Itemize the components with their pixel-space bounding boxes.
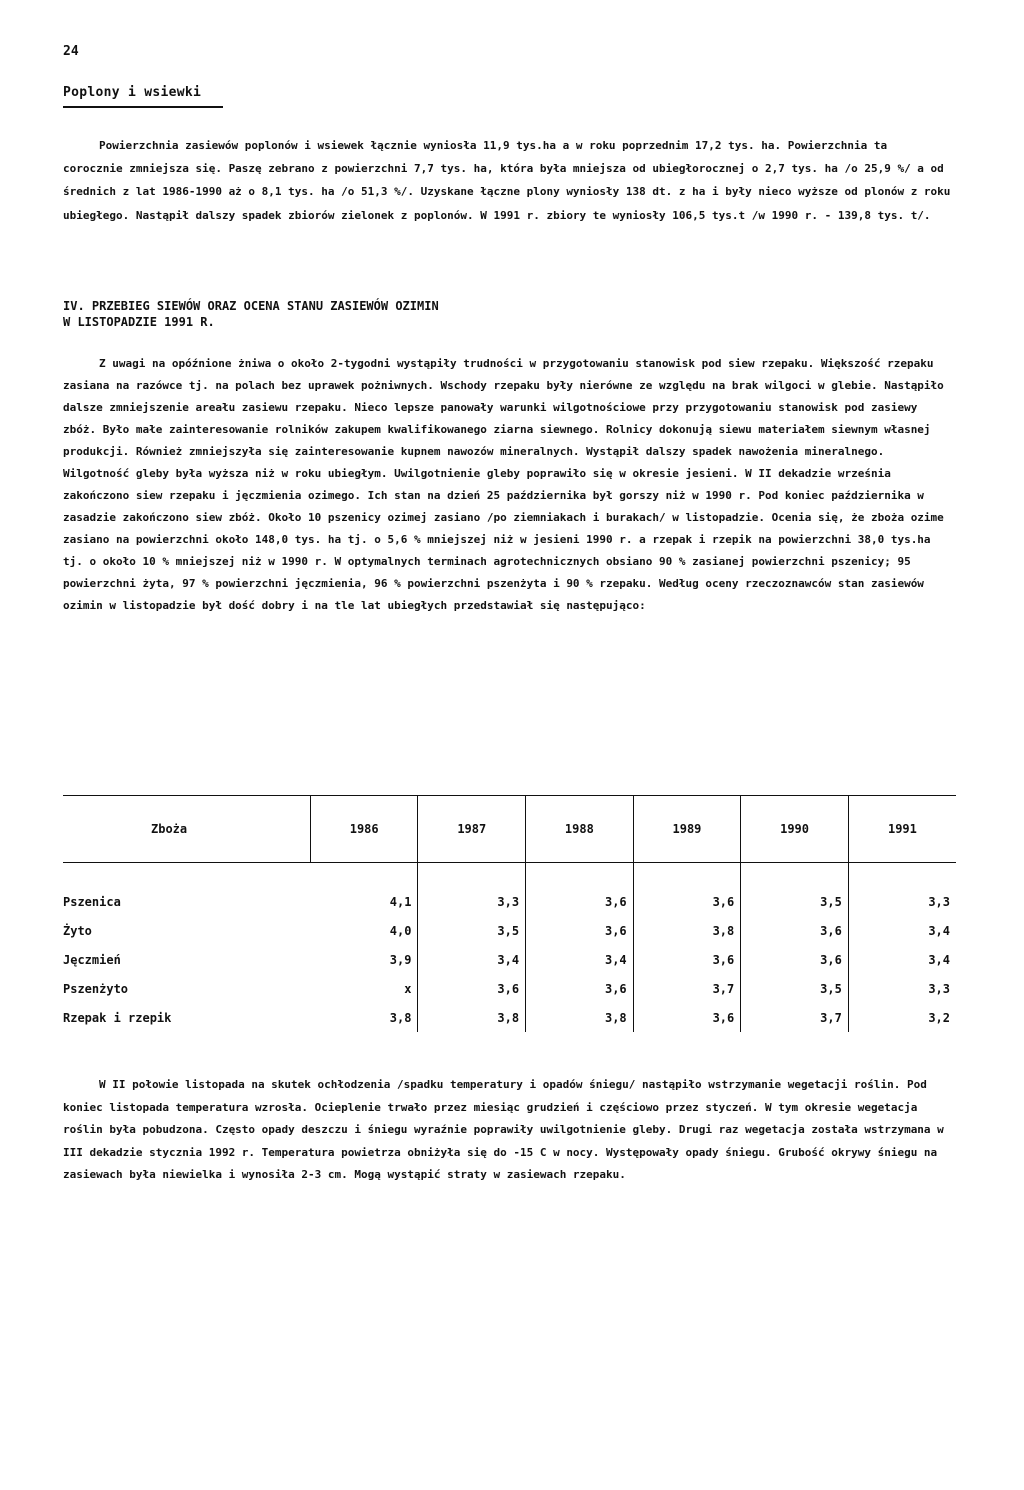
- table-cell: 3,5: [418, 916, 526, 945]
- table-cell: 4,1: [310, 863, 418, 917]
- table-cell: 3,7: [633, 974, 741, 1003]
- crop-table: [63, 795, 956, 1032]
- paragraph-wegetacja: W II połowie listopada na skutek ochłodzenia /spadku temperatury i opadów śniegu/ nastąpiło wstrzymanie wegetacji roślin. Pod koniec listopada temperatura wzrosła. Ocieplenie trwało przez miesiąc grudzień i częściowo przez styczeń. W tym okresie wegetacja roślin była pobudzona. Często opady deszczu i śniegu wyraźnie poprawiły uwilgotnienie gleby. Drugi raz wegetacja została wstrzymana w III dekadzie stycznia 1992 r. Temperatura powietrza obniżyła się do -15 C w nocy. Występowały opady śniegu. Grubość okrywy śniegu na zasiewach była niewielka i wynosiła 2-3 cm. Mogą wystąpić straty w zasiewach rzepaku.: [63, 1078, 944, 1181]
- row-crop-name: Pszenica: [63, 894, 121, 909]
- section-heading: Poplony i wsiewki: [63, 85, 202, 100]
- row-crop-name: Żyto: [63, 923, 92, 938]
- table-cell: 4,0: [310, 916, 418, 945]
- chapter-title: [63, 298, 439, 330]
- crop-condition-table: [63, 795, 956, 1032]
- chapter-title-line-2: W LISTOPADZIE 1991 R.: [63, 315, 215, 329]
- table-row: [63, 863, 956, 917]
- table-header-row: [63, 796, 956, 863]
- table-header-year: 1987: [418, 796, 526, 863]
- table-cell: 3,3: [928, 981, 950, 996]
- row-crop-name: Rzepak i rzepik: [63, 1010, 172, 1025]
- table-cell: 3,6: [741, 916, 849, 945]
- table-cell: x: [310, 974, 418, 1003]
- paragraph-ozimin: Z uwagi na opóźnione żniwa o około 2-tygodni wystąpiły trudności w przygotowaniu stanowisk pod siew rzepaku. Większość rzepaku zasiana na razówce tj. na polach bez uprawek pożniwnych. Wschody rzepaku były nierówne ze względu na brak wilgoci w glebie. Nastąpiło dalsze zmniejszenie areału zasiewu rzepaku. Nieco lepsze panowały warunki wilgotnościowe przy przygotowaniu stanowisk pod zasiewy zbóż. Było małe zainteresowanie rolników zakupem kwalifikowanego ziarna siewnego. Rolnicy dokonują siewu materiałem siewnym własnej produkcji. Również zmniejszyła się zainteresowanie kupnem nawozów mineralnych. Wystąpił dalszy spadek nawożenia mineralnego. Wilgotność gleby była wyższa niż w roku ubiegłym. Uwilgotnienie gleby poprawiło się w okresie jesieni. W II dekadzie września zakończono siew rzepaku i jęczmienia ozimego. Ich stan na dzień 25 października był gorszy niż w 1990 r. Pod koniec października w zasadzie zakończono siew zbóż. Około 10 pszenicy ozimej zasiano /po ziemniakach i burakach/ w listopadzie. Ocenia się, że zboża ozime zasiano na powierzchni około 148,0 tys. ha tj. o 5,6 % mniejszej niż w jesieni 1990 r. a rzepak i rzepik na powierzchni 38,0 tys.ha tj. o około 10 % mniejszej niż w 1990 r. W optymalnych terminach agrotechnicznych obsiano 90 % zasianej powierzchni pszenicy; 95 powierzchni żyta, 97 % powierzchni jęczmienia, 96 % powierzchni pszenżyta i 90 % rzepaku. Według oceny rzeczoznawców stan zasiewów ozimin w listopadzie był dość dobry i na tle lat ubiegłych przedstawiał się następująco:: [63, 357, 944, 612]
- table-header-year: 1988: [526, 796, 634, 863]
- table-header-year: 1990: [741, 796, 849, 863]
- table-cell: 3,7: [741, 1003, 849, 1032]
- table-cell: 3,4: [526, 945, 634, 974]
- row-crop-name: Pszenżyto: [63, 981, 129, 996]
- table-cell: 3,6: [526, 974, 634, 1003]
- row-crop-name: Jęczmień: [63, 952, 121, 967]
- table-cell: 3,4: [928, 952, 950, 967]
- table-cell: 3,5: [741, 974, 849, 1003]
- table-cell: 3,5: [741, 863, 849, 917]
- table-cell: 3,4: [418, 945, 526, 974]
- chapter-title-line-1: IV. PRZEBIEG SIEWÓW ORAZ OCENA STANU ZASIEWÓW OZIMIN: [63, 299, 439, 313]
- page-number: 24: [63, 44, 79, 59]
- paragraph-poplony: Powierzchnia zasiewów poplonów i wsiewek łącznie wyniosła 11,9 tys.ha a w roku poprzednim 17,2 tys. ha. Powierzchnia ta corocznie zmniejsza się. Paszę zebrano z powierzchni 7,7 tys. ha, która była mniejsza od ubiegłorocznej o 2,7 tys. ha /o 25,9 %/ a od średnich z lat 1986-1990 aż o 8,1 tys. ha /o 51,3 %/. Uzyskane łączne plony wyniosły 138 dt. z ha i były nieco wyższe od plonów z roku ubiegłego. Nastąpił dalszy spadek zbiorów zielonek z poplonów. W 1991 r. zbiory te wyniosły 106,5 tys.t /w 1990 r. - 139,8 tys. t/.: [63, 139, 951, 222]
- heading-underline: [63, 106, 223, 108]
- table-cell: 3,2: [928, 1010, 950, 1025]
- table-cell: 3,3: [928, 894, 950, 909]
- table-cell: 3,9: [310, 945, 418, 974]
- table-cell: 3,6: [633, 863, 741, 917]
- table-cell: 3,8: [526, 1003, 634, 1032]
- table-cell: 3,8: [418, 1003, 526, 1032]
- table-cell: 3,6: [418, 974, 526, 1003]
- table-cell: 3,6: [741, 945, 849, 974]
- table-row: [63, 945, 956, 974]
- table-cell: 3,6: [633, 945, 741, 974]
- table-header-crop: Zboża: [151, 822, 188, 836]
- table-row: [63, 974, 956, 1003]
- table-cell: 3,3: [418, 863, 526, 917]
- table-cell: 3,8: [633, 916, 741, 945]
- table-cell: 3,4: [928, 923, 950, 938]
- table-row: [63, 1003, 956, 1032]
- table-cell: 3,6: [526, 916, 634, 945]
- table-header-year: 1989: [633, 796, 741, 863]
- table-cell: 3,8: [310, 1003, 418, 1032]
- table-cell: 3,6: [633, 1003, 741, 1032]
- table-header-year: 1986: [310, 796, 418, 863]
- table-cell: 3,6: [526, 863, 634, 917]
- table-header-year: 1991: [848, 796, 956, 863]
- table-row: [63, 916, 956, 945]
